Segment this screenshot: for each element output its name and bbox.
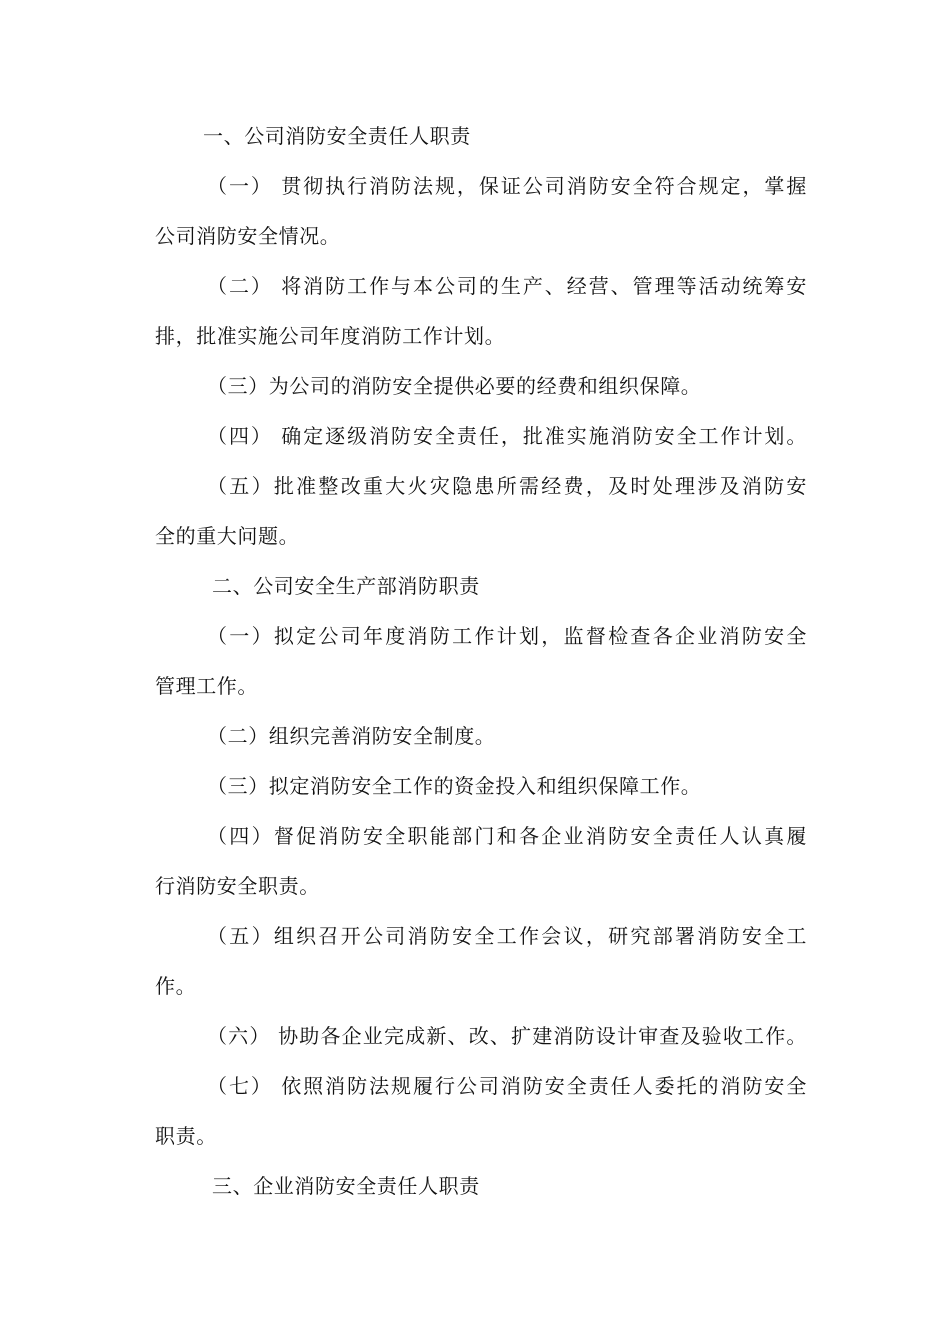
section-heading-2: 二、公司安全生产部消防职责 — [212, 574, 480, 598]
paragraph-line: （四）督促消防安全职能部门和各企业消防安全责任人认真履 — [207, 824, 807, 848]
paragraph-line: 全的重大问题。 — [155, 524, 300, 548]
paragraph-line: （四） 确定逐级消防安全责任，批准实施消防安全工作计划。 — [207, 424, 807, 448]
paragraph-line: 职责。 — [155, 1124, 217, 1148]
paragraph-line: （五）批准整改重大火灾隐患所需经费，及时处理涉及消防安 — [207, 474, 807, 498]
paragraph-line: 排，批准实施公司年度消防工作计划。 — [155, 324, 506, 348]
paragraph-line: （七） 依照消防法规履行公司消防安全责任人委托的消防安全 — [207, 1074, 807, 1098]
paragraph-line: （三）拟定消防安全工作的资金投入和组织保障工作。 — [207, 774, 702, 798]
paragraph-line: 行消防安全职责。 — [155, 874, 320, 898]
paragraph-line: 管理工作。 — [155, 674, 258, 698]
paragraph-line: 作。 — [155, 974, 197, 998]
paragraph-line: 公司消防安全情况。 — [155, 224, 341, 248]
paragraph-line: （五）组织召开公司消防安全工作会议，研究部署消防安全工 — [207, 924, 807, 948]
paragraph-line: （六） 协助各企业完成新、改、扩建消防设计审查及验收工作。 — [207, 1024, 807, 1048]
paragraph-line: （二）组织完善消防安全制度。 — [207, 724, 496, 748]
paragraph-line: （二） 将消防工作与本公司的生产、经营、管理等活动统筹安 — [207, 274, 807, 298]
section-heading-1: 一、公司消防安全责任人职责 — [203, 124, 471, 148]
section-heading-3: 三、企业消防安全责任人职责 — [212, 1174, 480, 1198]
paragraph-line: （一）拟定公司年度消防工作计划，监督检查各企业消防安全 — [207, 624, 807, 648]
paragraph-line: （三）为公司的消防安全提供必要的经费和组织保障。 — [207, 374, 702, 398]
paragraph-line: （一） 贯彻执行消防法规，保证公司消防安全符合规定，掌握 — [207, 174, 807, 198]
